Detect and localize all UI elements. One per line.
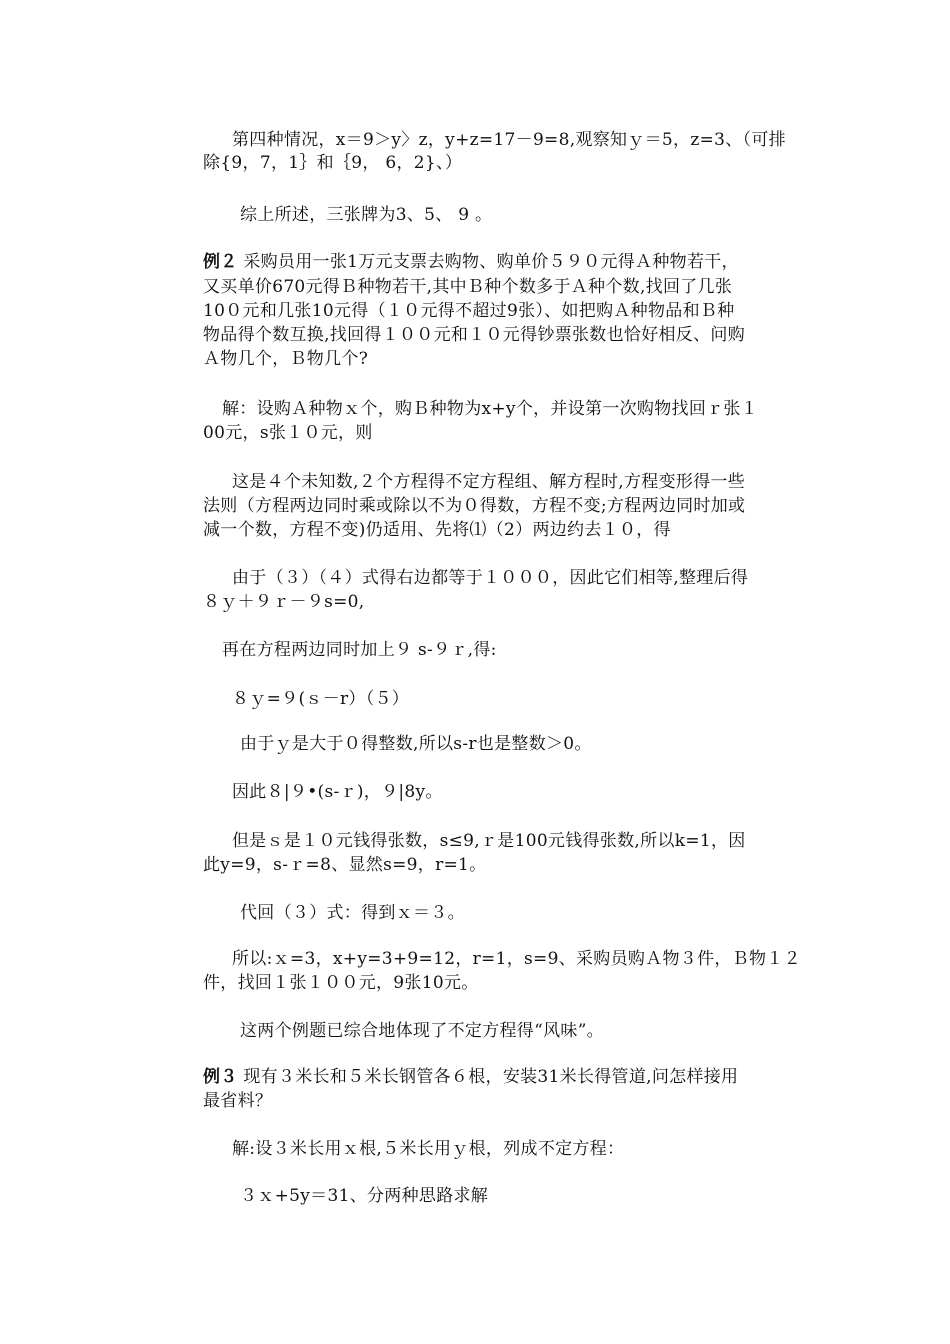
text-line: 所以:ｘ=3，x+y=3+9=12，r=1，s=9、采购员购Ａ物３件，Ｂ物１２ xyxy=(232,949,801,969)
example-2-paragraph: 例２ 采购员用一张1万元支票去购物、购单价５９０元得Ａ种物若干， xyxy=(203,252,739,272)
text-line: 最省料？ xyxy=(203,1091,273,1111)
text-line: 第四种情况，x＝9＞y〉z，y+z=17－9=8,观察知ｙ＝5，z=3、（可排 xyxy=(232,130,786,150)
equation-5: ８ｙ=９(ｓ－r）（５） xyxy=(232,689,410,709)
text-line: 由于（３）（４）式得右边都等于１０００，因此它们相等,整理后得 xyxy=(232,568,749,588)
text-line: 10０元和几张10元得（１０元得不超过9张）、如把购Ａ种物品和Ｂ种 xyxy=(203,301,735,321)
text-line: 综上所述，三张牌为3、5、 9 。 xyxy=(240,205,493,225)
text-line: 由于ｙ是大于０得整数,所以s-r也是整数＞0。 xyxy=(240,734,592,754)
example-3-label: 例３ xyxy=(203,1067,238,1087)
text-line: 除{9，7，1｝和｛9， 6，2}、） xyxy=(203,153,463,173)
equation-line: ３ｘ+5y＝31、分两种思路求解 xyxy=(240,1186,489,1206)
text-line: 但是ｓ是１０元钱得张数，s≤9,ｒ是100元钱得张数,所以k=1，因 xyxy=(232,831,746,851)
text-line: 00元，s张１０元，则 xyxy=(203,423,373,443)
text-line: 再在方程两边同时加上９ s-９ｒ,得: xyxy=(222,640,497,660)
text-line: Ａ物几个，Ｂ物几个? xyxy=(203,349,369,369)
example-2-label: 例２ xyxy=(203,252,238,272)
example-3-paragraph: 例３ 现有３米长和５米长钢管各６根，安装31米长得管道,问怎样接用 xyxy=(203,1067,739,1087)
text-line: 此y=9，s-ｒ=8、显然s=9，r=1。 xyxy=(203,855,487,875)
text-line: 又买单价670元得Ｂ种物若干,其中Ｂ种个数多于Ａ种个数,找回了几张 xyxy=(203,277,733,297)
text-line: 解：设购Ａ种物ｘ个，购Ｂ种物为x+y个，并设第一次购物找回ｒ张１ xyxy=(222,399,759,419)
text-line: 这两个例题已综合地体现了不定方程得“风味”。 xyxy=(240,1021,604,1041)
text-line: 因此８|９•(s-ｒ)，９|8y。 xyxy=(232,782,443,802)
text-line: 物品得个数互换,找回得１００元和１０元得钞票张数也恰好相反、问购 xyxy=(203,325,746,345)
text-line: 解:设３米长用ｘ根,５米长用ｙ根，列成不定方程： xyxy=(232,1139,625,1159)
text-line: 件，找回１张１００元，9张10元。 xyxy=(203,973,479,993)
text-line: 减一个数，方程不变)仍适用、先将⑴（2）两边约去１０，得 xyxy=(203,520,671,540)
text-line: 这是４个未知数,２个方程得不定方程组、解方程时,方程变形得一些 xyxy=(232,472,746,492)
text-line: 代回（３）式：得到ｘ＝３。 xyxy=(240,903,465,923)
text-line: ８ｙ＋９ｒ－９s=0, xyxy=(203,592,365,612)
text-line: 法则（方程两边同时乘或除以不为０得数，方程不变;方程两边同时加或 xyxy=(203,496,746,516)
